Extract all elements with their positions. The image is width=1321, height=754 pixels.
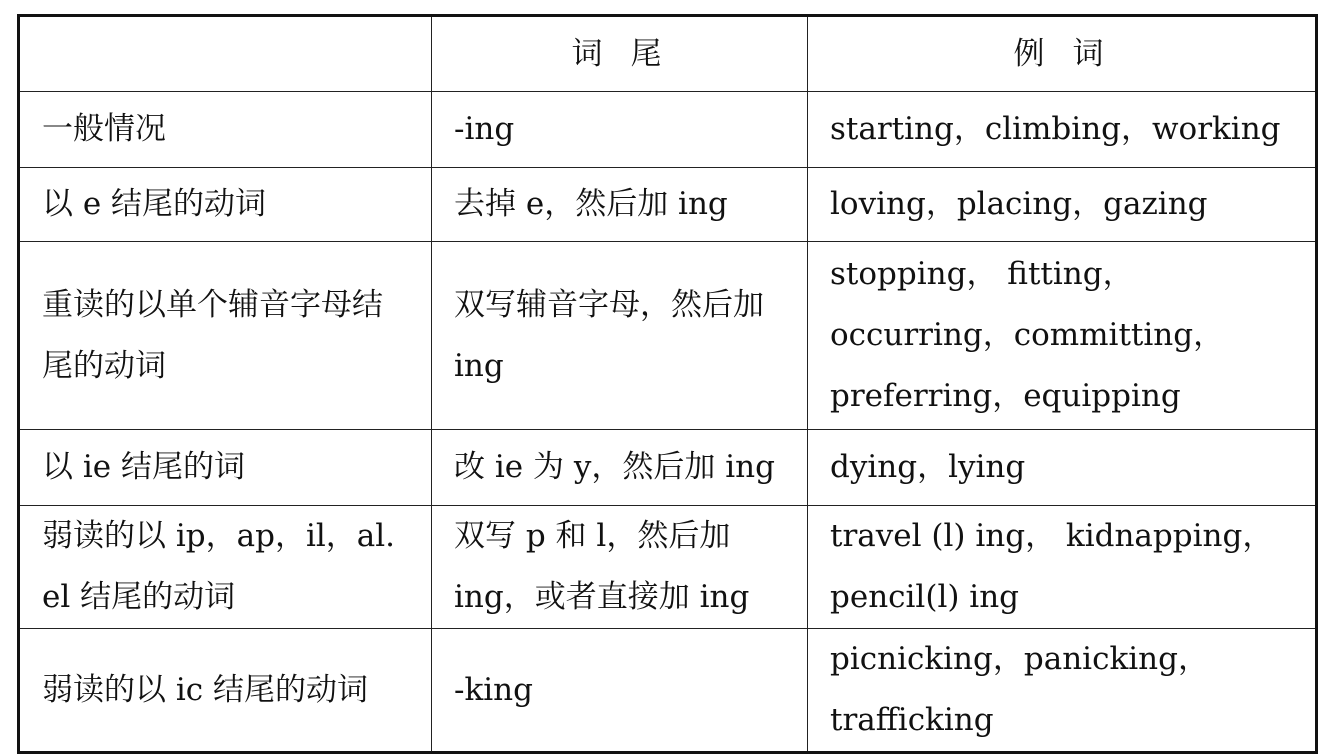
cell-examples: travel (l) ing， kidnapping，pencil(l) ing [808, 506, 1317, 629]
header-row [19, 16, 1317, 92]
cell-examples: dying，lying [808, 430, 1317, 506]
header-cell-examples: 例词 [808, 16, 1317, 92]
cell-examples: loving，placing，gazing [808, 168, 1317, 242]
header-cell-suffix: 词尾 [432, 16, 808, 92]
ing-rules-table [17, 14, 1318, 754]
cell-category: 以 ie 结尾的词 [19, 430, 432, 506]
header-cell-category [19, 16, 432, 92]
cell-category: 弱读的以 ic 结尾的动词 [19, 629, 432, 753]
table-row [19, 242, 1317, 430]
table-row [19, 629, 1317, 753]
cell-suffix: 双写 p 和 l，然后加 ing，或者直接加 ing [432, 506, 808, 629]
cell-examples: picnicking，panicking，trafficking [808, 629, 1317, 753]
cell-examples: starting，climbing，working [808, 92, 1317, 168]
cell-category: 重读的以单个辅音字母结尾的动词 [19, 242, 432, 430]
cell-suffix: 去掉 e，然后加 ing [432, 168, 808, 242]
cell-category: 弱读的以 ip，ap，il，al. el 结尾的动词 [19, 506, 432, 629]
table-row [19, 92, 1317, 168]
cell-suffix: 改 ie 为 y，然后加 ing [432, 430, 808, 506]
table-container [17, 14, 1318, 754]
cell-suffix: 双写辅音字母，然后加 ing [432, 242, 808, 430]
cell-examples: stopping， fitting， occurring，committing，preferring，equipping [808, 242, 1317, 430]
table-row [19, 430, 1317, 506]
cell-category: 以 e 结尾的动词 [19, 168, 432, 242]
cell-suffix: -king [432, 629, 808, 753]
table-row [19, 168, 1317, 242]
cell-category: 一般情况 [19, 92, 432, 168]
cell-suffix: -ing [432, 92, 808, 168]
table-row [19, 506, 1317, 629]
